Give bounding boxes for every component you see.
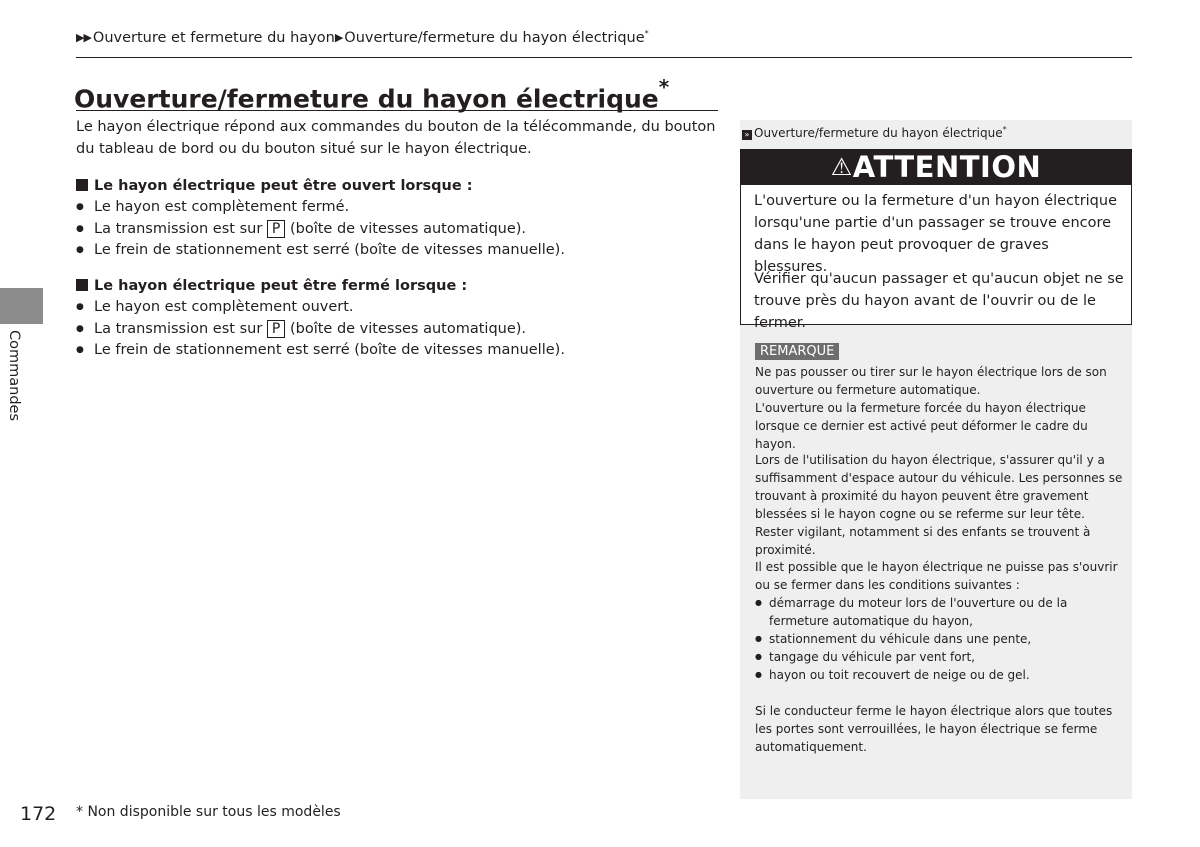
list-item [76, 340, 565, 362]
usage-paragraph: Lors de l'utilisation du hayon électrique, s'assurer qu'il y a suffisamment d'espace autour du véhicule. Les personnes se trouvant à proximité du hayon peuvent être gravement blessées si le hayon cogne ou se referme sur leur tête. Rester vigilant, notamment si des enfants se trouvent à proximité. [755, 453, 1123, 557]
chapter-tab-label: Commandes [6, 330, 22, 422]
section-close-list [76, 297, 565, 362]
warning-text-2: Vérifier qu'aucun passager et qu'aucun objet ne se trouve près du hayon avant de l'ouvrir ou de le fermer. [754, 271, 1124, 331]
list-item [76, 319, 565, 341]
breadcrumb-star: * [644, 29, 649, 38]
double-arrow-icon: ▶▶ [76, 30, 91, 44]
warning-banner [741, 150, 1131, 185]
list-item [76, 219, 565, 241]
warning-text-1: L'ouverture ou la fermeture d'un hayon électrique lorsqu'une partie d'un passager se trouve encore dans le hayon peut provoquer de graves blessures. [754, 193, 1117, 275]
remarque-text-2: L'ouverture ou la fermeture forcée du hayon électrique lorsque ce dernier est activé peut déformer le cadre du hayon. [755, 401, 1088, 451]
breadcrumb-level1[interactable]: Ouverture et fermeture du hayon [92, 29, 335, 46]
list-item-text: (boîte de vitesses automatique). [285, 320, 527, 337]
intro-paragraph: Le hayon électrique répond aux commandes du bouton de la télécommande, du bouton du tableau de bord ou du bouton situé sur le hayon électrique. [76, 119, 716, 157]
list-item-text: Le frein de stationnement est serré (boîte de vitesses manuelle). [94, 242, 565, 258]
list-item: ● hayon ou toit recouvert de neige ou de gel. [755, 666, 1123, 684]
list-item-text: La transmission est sur [94, 220, 267, 237]
footnote: * Non disponible sur tous les modèles [76, 804, 341, 820]
breadcrumb [76, 24, 649, 49]
list-item: ● stationnement du véhicule dans une pente, [755, 630, 1123, 648]
top-divider [76, 57, 1132, 58]
section-open-list [76, 197, 565, 262]
list-item [76, 197, 565, 219]
sidebar-header [740, 120, 1132, 140]
section-open-heading [76, 176, 473, 196]
sidebar-header-text: Ouverture/fermeture du hayon électrique [754, 126, 1003, 140]
warning-label: ATTENTION [852, 150, 1042, 184]
list-item: ● tangage du véhicule par vent fort, [755, 648, 1123, 666]
remarque-text-1: Ne pas pousser ou tirer sur le hayon électrique lors de son ouverture ou fermeture automatique. [755, 365, 1107, 397]
chapter-tab[interactable] [0, 288, 43, 324]
page-number: 172 [20, 803, 57, 825]
reference-arrow-icon: » [742, 130, 752, 140]
locked-paragraph: Si le conducteur ferme le hayon électrique alors que toutes les portes sont verrouillées, le hayon électrique se ferme automatiquement. [755, 704, 1113, 754]
page-title-text: Ouverture/fermeture du hayon électrique [74, 84, 659, 114]
list-item-text: Le hayon est complètement ouvert. [94, 299, 354, 315]
list-item [76, 297, 565, 319]
list-item: ● démarrage du moteur lors de l'ouverture ou de la fermeture automatique du hayon, [755, 594, 1123, 630]
title-divider [76, 110, 718, 111]
list-item-text: (boîte de vitesses automatique). [285, 220, 527, 237]
list-item-text: Le frein de stationnement est serré (boîte de vitesses manuelle). [94, 342, 565, 358]
conditions-list [755, 594, 1123, 684]
section-close-heading [76, 276, 467, 296]
arrow-icon: ▶ [334, 30, 343, 44]
section-open-heading-text: Le hayon électrique peut être ouvert lorsque : [94, 178, 473, 194]
conditions-intro: Il est possible que le hayon électrique ne puisse pas s'ouvrir ou se fermer dans les conditions suivantes : [755, 560, 1118, 592]
section-close-heading-text: Le hayon électrique peut être fermé lorsque : [94, 278, 468, 294]
square-bullet-icon [76, 179, 88, 191]
breadcrumb-level2[interactable]: Ouverture/fermeture du hayon électrique [344, 29, 645, 46]
page-title-star: * [658, 75, 670, 99]
list-item [76, 240, 565, 262]
square-bullet-icon [76, 279, 88, 291]
list-item-text: Le hayon est complètement fermé. [94, 199, 350, 215]
gear-p-key: P [267, 320, 285, 338]
warning-triangle-icon: ⚠ [830, 153, 853, 181]
sidebar-header-star: * [1002, 125, 1007, 134]
list-item-text: La transmission est sur [94, 320, 267, 337]
gear-p-key: P [267, 220, 285, 238]
remarque-badge: REMARQUE [755, 343, 839, 360]
